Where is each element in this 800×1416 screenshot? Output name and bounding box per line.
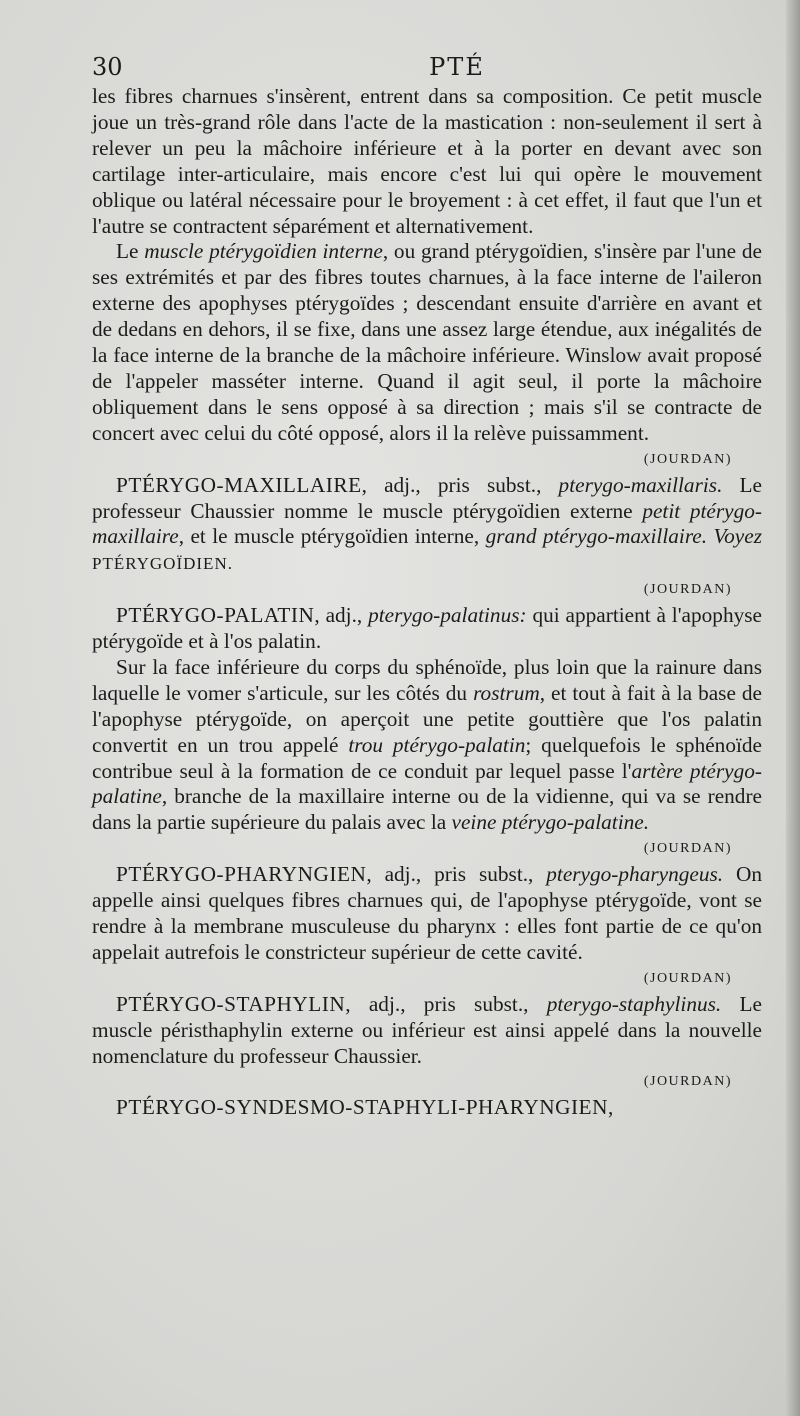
latin-term: pterygo-palatinus: <box>368 603 527 628</box>
cross-reference-target: PTÉRYGOÏDIEN. <box>92 554 233 574</box>
text-run: Le muscle péristhaphylin externe ou inférieur est ainsi appelé dans la nouvelle nomenclature du professeur Chaussier. <box>92 991 762 1068</box>
author-signature: (JOURDAN) <box>643 970 732 986</box>
paragraph-text: les fibres charnues s'insèrent, entrent dans sa composition. Ce petit muscle joue un très-grand rôle dans l'acte de la mastication : non-seulement il sert à relever un peu la mâchoire inférieure et à la porter en devant avec son cartilage inter-articulaire, mais encore c'est lui qui opère le mouvement oblique ou latéral nécessaire pour le broyement : à cet effet, il faut que l'un et l'autre se contractent séparément et alternativement. <box>92 84 762 238</box>
entry-headword: PTÉRYGO-SYNDESMO-STAPHYLI-PHARYNGIEN <box>116 1095 608 1120</box>
entry-pterygo-pharyngien <box>92 862 762 966</box>
author-signature: (JOURDAN) <box>643 1074 732 1090</box>
entry-headword: PTÉRYGO-STAPHYLIN <box>116 991 346 1016</box>
paragraph-pterygoidien-interne <box>92 239 762 446</box>
italic-term: grand ptérygo-maxillaire. <box>485 524 708 549</box>
entry-pterygo-palatin <box>92 603 762 655</box>
text-run: On appelle ainsi quelques fibres charnues qui, de l'apophyse ptérygoïde, vont se rendre à la membrane musculeuse du pharynx : elles font partie de ce qu'on appelait autrefois le constricteur supérieur de cette cavité. <box>92 862 762 964</box>
author-signature: (JOURDAN) <box>643 451 732 467</box>
entry-headword: PTÉRYGO-MAXILLAIRE <box>116 472 362 497</box>
grammar-note: , adj., <box>314 603 369 628</box>
entry-headword: PTÉRYGO-PHARYNGIEN <box>116 862 367 887</box>
text-run: Sur la face inférieure du corps du sphénoïde, plus loin que la rainure dans laquelle le vomer s'articule, sur les côtés du <box>92 654 762 705</box>
entry-headword: PTÉRYGO-PALATIN <box>116 603 315 628</box>
italic-term: artère ptérygo-palatine <box>92 758 762 809</box>
entry-pterygo-maxillaire <box>92 473 762 578</box>
text-run: , et tout à fait à la base de l'apophyse ptérygoïde, on aperçoit une petite gouttière que l'os palatin convertit en un trou appelé <box>92 680 762 757</box>
running-head: PTÉ <box>429 53 485 81</box>
author-signature: (JOURDAN) <box>643 582 732 598</box>
text-run: , branche de la maxillaire interne ou de la vidienne, qui va se rendre dans la partie supérieure du palais avec la <box>92 784 762 835</box>
page-body <box>92 84 762 1121</box>
page-edge-shadow <box>786 0 800 1416</box>
entry-pterygo-staphylin <box>92 992 762 1070</box>
page-number: 30 <box>92 53 123 81</box>
text-run: ; quelquefois le sphénoïde contribue seul à la formation de ce conduit par lequel passe l' <box>92 732 762 783</box>
text-run: qui appartient à l'apophyse ptérygoïde et à l'os palatin. <box>92 603 762 654</box>
page-header <box>92 52 772 82</box>
grammar-note: , adj., pris subst., <box>345 991 547 1016</box>
text-run: Le professeur Chaussier nomme le muscle ptérygoïdien externe <box>92 472 763 523</box>
latin-term: pterygo-maxillaris. <box>558 472 723 497</box>
italic-term: petit ptérygo-maxillaire <box>92 498 763 549</box>
italic-term: muscle ptérygoïdien interne <box>144 239 383 264</box>
italic-term: trou ptérygo-palatin <box>348 732 526 757</box>
grammar-note: , adj., pris subst., <box>361 472 559 497</box>
paragraph-sphenoide <box>92 655 762 836</box>
grammar-note: , <box>607 1095 614 1120</box>
italic-term: rostrum <box>473 680 540 705</box>
text-run: , et le muscle ptérygoïdien interne, <box>178 524 486 549</box>
latin-term: pterygo-staphylinus. <box>546 991 722 1016</box>
text-run: , ou grand ptérygoïdien, s'insère par l'une de ses extrémités et par des fibres toutes charnues, à la face interne de l'aileron externe des apophyses ptérygoïdes ; descendant ensuite d'arrière en avant et de dedans en dehors, il se fixe, dans une assez large étendue, aux inégalités de la face interne de la branche de la mâchoire inférieure. Winslow avait proposé de l'appeler masséter interne. Quand il agit seul, il porte la mâchoire obliquement dans le sens opposé à sa direction ; mais s'il se contracte de concert avec celui du côté opposé, alors il la relève puissamment. <box>92 239 762 445</box>
paragraph-masseter-continuation <box>92 84 762 239</box>
cross-reference-label: Voyez <box>713 524 762 549</box>
italic-term: veine ptérygo-palatine. <box>451 810 650 835</box>
entry-pterygo-syndesmo-staphyli-pharyngien <box>92 1095 762 1121</box>
latin-term: pterygo-pharyngeus. <box>546 862 724 887</box>
text-run: Le <box>116 239 145 264</box>
author-signature: (JOURDAN) <box>643 841 732 857</box>
grammar-note: , adj., pris subst., <box>366 862 547 887</box>
